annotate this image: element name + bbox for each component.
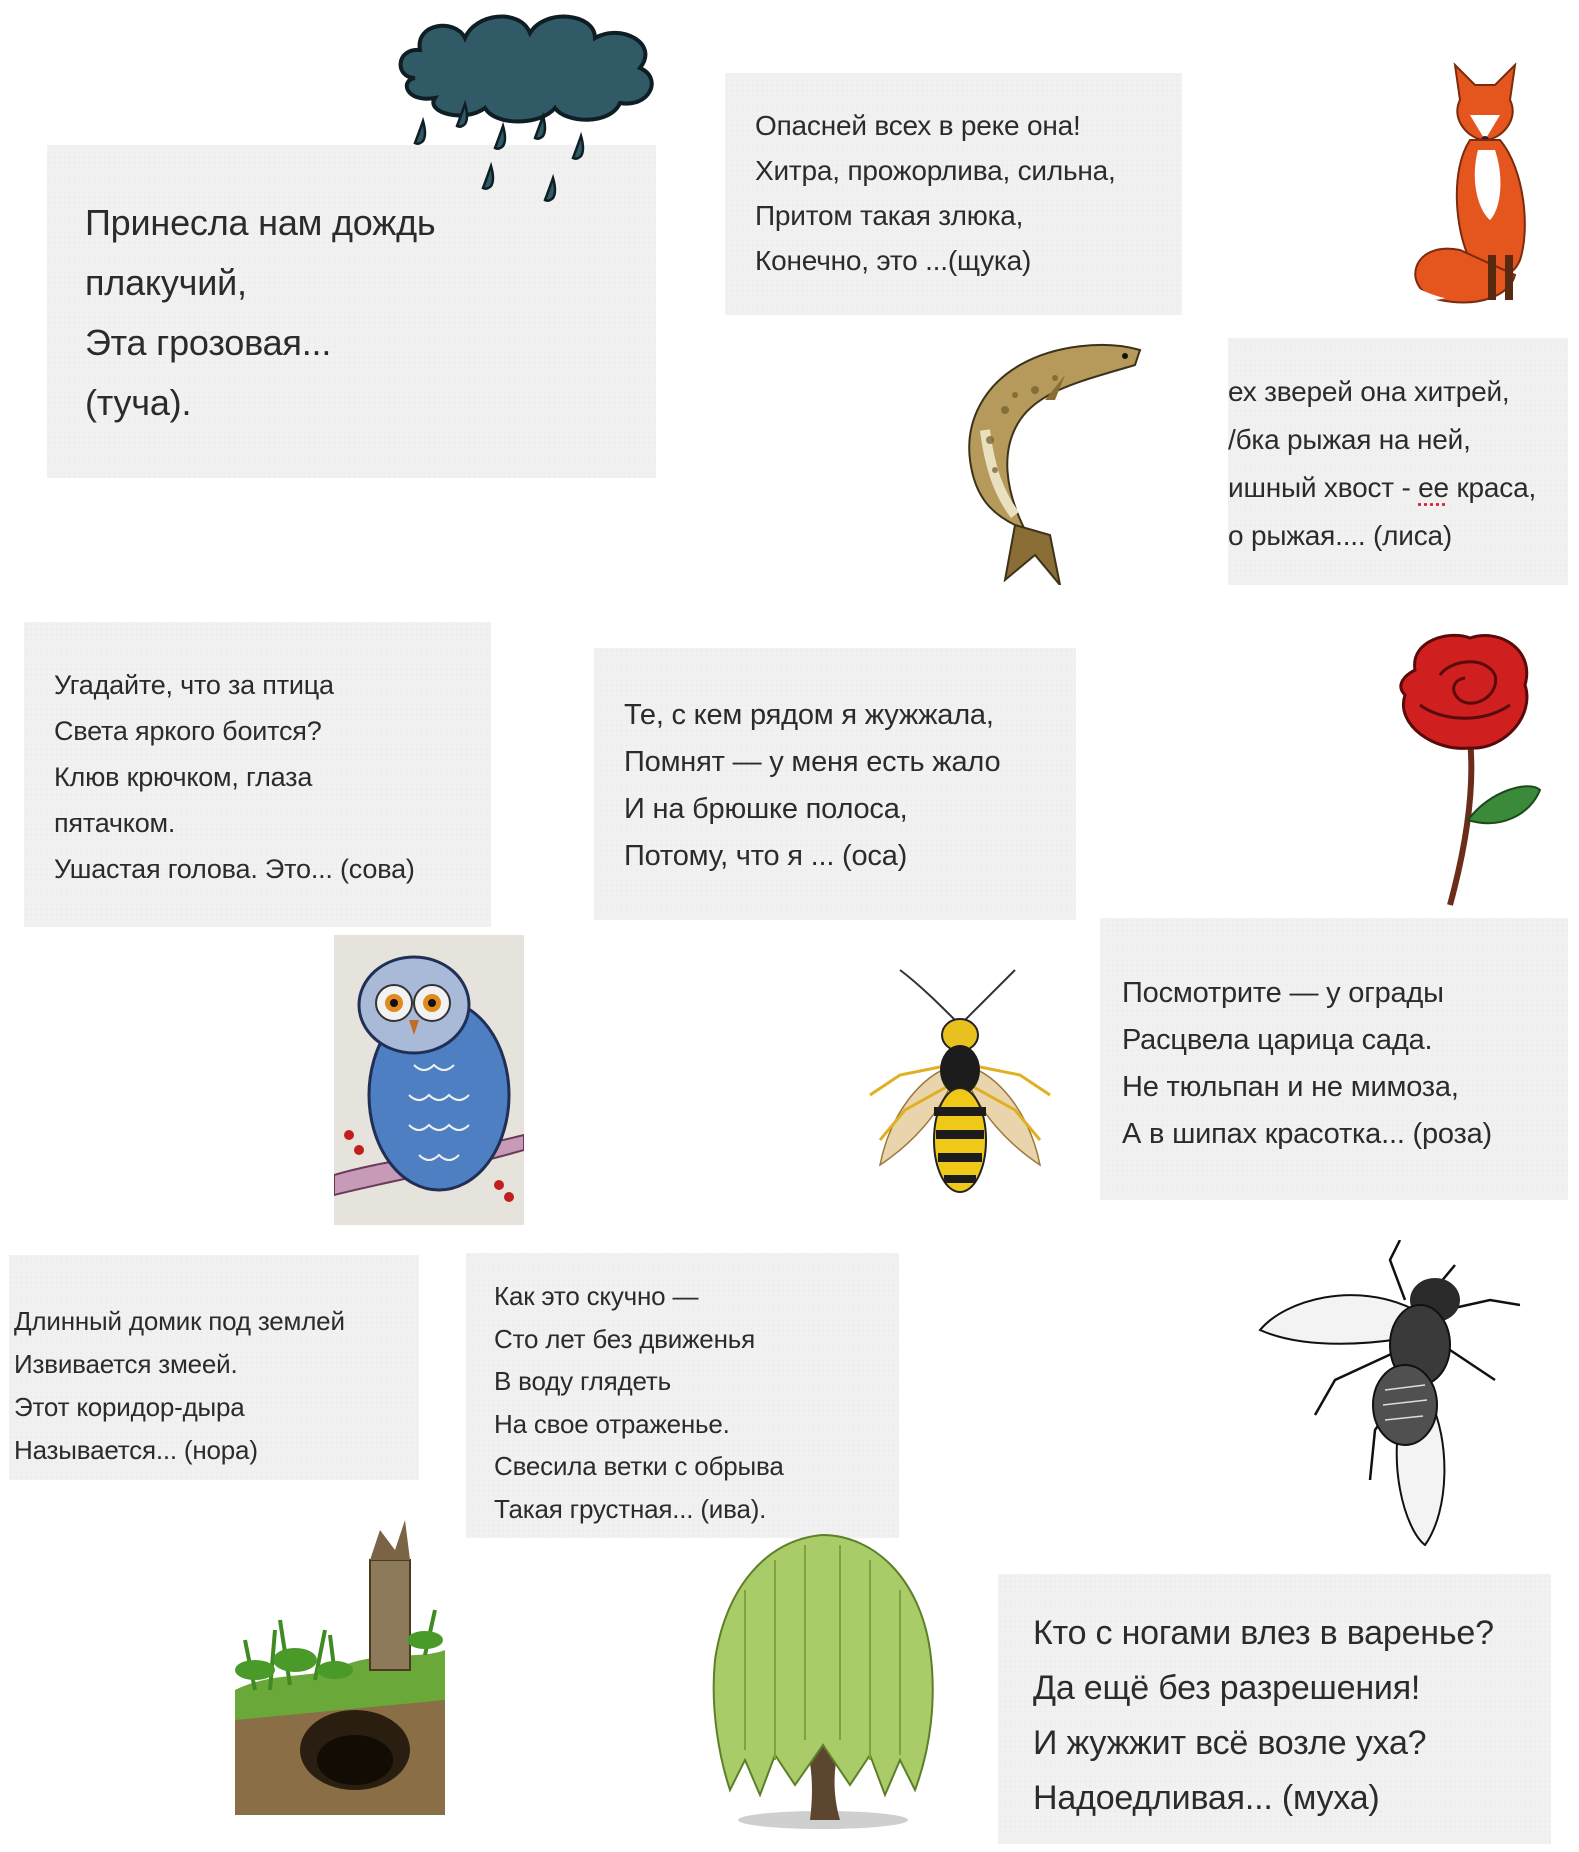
riddle-line: пятачком. <box>54 808 176 838</box>
riddle-line <box>1228 464 1568 512</box>
riddle-line: Этот коридор-дыра <box>14 1392 245 1422</box>
riddle-line: Кто с ногами влез в варенье? <box>1033 1614 1494 1652</box>
riddle-card-willow <box>466 1253 899 1538</box>
riddle-line: Такая грустная... (ива). <box>494 1493 767 1524</box>
riddle-card-owl <box>24 622 491 927</box>
willow-icon <box>705 1530 940 1830</box>
riddle-line: Хитра, прожорлива, сильна, <box>755 155 1116 186</box>
riddle-line: Да ещё без разрешения! <box>1033 1669 1421 1707</box>
riddle-line: /бка рыжая на ней, <box>1228 424 1471 455</box>
riddle-line: Извивается змеей. <box>14 1349 238 1379</box>
riddle-line: Клюв крючком, глаза <box>54 762 313 792</box>
riddle-line: Эта грозовая... <box>85 322 332 363</box>
riddle-line: Надоедливая... (муха) <box>1033 1779 1380 1817</box>
riddle-line: Называется... (нора) <box>14 1435 258 1465</box>
riddle-line: Расцвела царица сада. <box>1122 1024 1433 1056</box>
riddle-line: Те, с кем рядом я жужжала, <box>624 699 994 731</box>
riddle-line: Помнят — у меня есть жало <box>624 746 1001 778</box>
riddle-line: А в шипах красотка... (роза) <box>1122 1118 1493 1150</box>
riddle-card-fox <box>1228 338 1568 585</box>
riddle-line: Конечно, это ...(щука) <box>755 245 1032 276</box>
riddle-fragment: ишный хвост - <box>1228 472 1419 503</box>
riddle-line: о рыжая.... (лиса) <box>1228 520 1453 551</box>
riddle-line: Посмотрите — у ограды <box>1122 977 1444 1009</box>
riddle-line: Ушастая голова. Это... (сова) <box>54 854 415 884</box>
riddle-line: Света яркого боится? <box>54 716 322 746</box>
riddle-line: Принесла нам дождь <box>85 202 436 243</box>
riddle-line: Угадайте, что за птица <box>54 670 334 700</box>
riddle-card-pike <box>725 73 1182 315</box>
fly-icon <box>1255 1240 1530 1550</box>
riddle-line: В воду глядеть <box>494 1366 671 1396</box>
riddle-line: ех зверей она хитрей, <box>1228 376 1510 407</box>
rain-cloud-icon <box>395 8 665 203</box>
riddle-line: Сто лет без движенья <box>494 1323 755 1354</box>
riddle-line: И на брюшке полоса, <box>624 793 908 825</box>
wasp-icon <box>860 965 1060 1215</box>
burrow-icon <box>235 1520 445 1815</box>
riddle-line: Притом такая злюка, <box>755 200 1024 231</box>
riddle-line: Длинный домик под землей <box>14 1306 345 1336</box>
riddle-line: плакучий, <box>85 262 247 303</box>
riddle-line: Не тюльпан и не мимоза, <box>1122 1071 1459 1103</box>
riddle-line: Как это скучно — <box>494 1281 699 1311</box>
riddle-line: (туча). <box>85 382 192 423</box>
riddle-line: Потому, что я ... (оса) <box>624 840 908 872</box>
riddle-fragment: краса, <box>1448 472 1537 503</box>
fox-icon <box>1400 60 1550 310</box>
riddle-line: Свесила ветки с обрыва <box>494 1451 784 1481</box>
pike-icon <box>945 340 1145 585</box>
rose-icon <box>1390 630 1545 910</box>
riddle-card-rose <box>1100 918 1568 1200</box>
owl-icon <box>334 935 524 1225</box>
riddle-line: И жужжит всё возле уха? <box>1033 1724 1427 1762</box>
riddle-card-burrow <box>9 1255 419 1480</box>
riddle-line: Опасней всех в реке она! <box>755 110 1081 141</box>
riddle-fragment-underlined: ее <box>1418 472 1449 503</box>
riddle-line: На свое отраженье. <box>494 1408 730 1439</box>
riddle-card-fly <box>998 1574 1551 1844</box>
riddle-card-wasp <box>594 648 1076 920</box>
